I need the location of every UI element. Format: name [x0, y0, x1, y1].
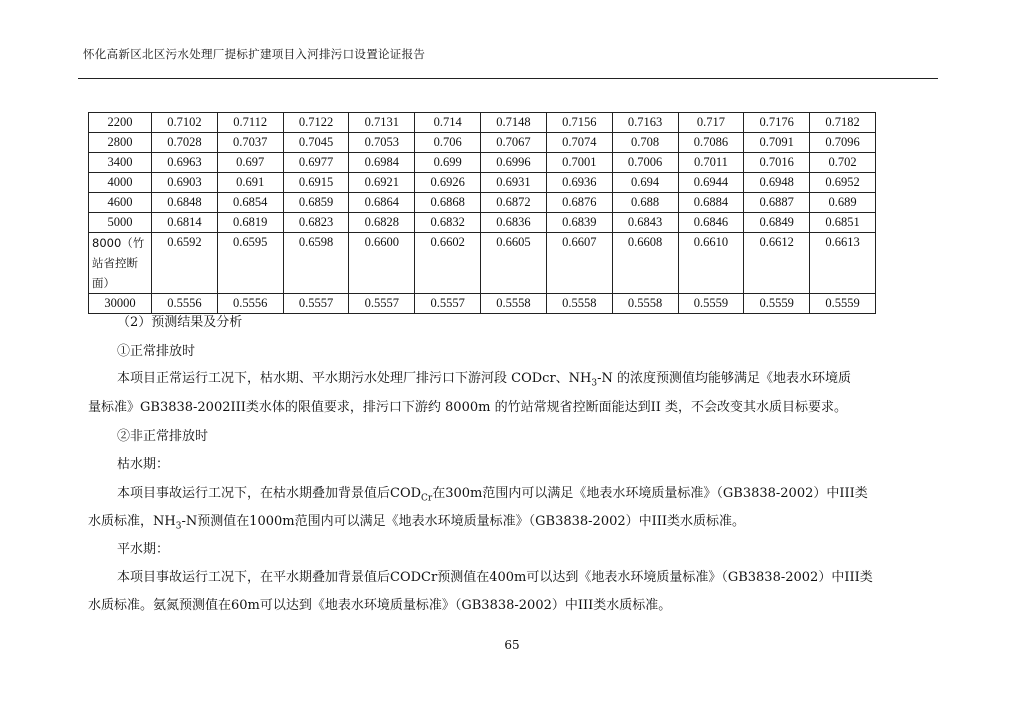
value-cell: 0.697 [217, 153, 283, 173]
normal-paragraph-line2: 量标准》GB3838-2002III类水体的限值要求，排污口下游约 8000m 的竹站常规省控断面能达到II 类，不会改变其水质目标要求。 [88, 400, 847, 415]
value-cell: 0.7006 [612, 153, 678, 173]
value-cell: 0.7074 [546, 133, 612, 153]
value-cell: 0.7102 [152, 113, 218, 133]
value-cell: 0.7067 [481, 133, 547, 153]
value-cell: 0.6828 [349, 213, 415, 233]
page-number: 65 [504, 638, 520, 652]
value-cell: 0.7156 [546, 113, 612, 133]
value-cell: 0.7086 [678, 133, 744, 153]
value-cell: 0.6851 [810, 213, 876, 233]
value-cell: 0.702 [810, 153, 876, 173]
value-cell: 0.7001 [546, 153, 612, 173]
value-cell: 0.5559 [678, 294, 744, 314]
value-cell: 0.6952 [810, 173, 876, 193]
value-cell: 0.6814 [152, 213, 218, 233]
value-cell: 0.7053 [349, 133, 415, 153]
value-cell: 0.7163 [612, 113, 678, 133]
value-cell: 0.6602 [415, 233, 481, 294]
value-cell: 0.6839 [546, 213, 612, 233]
value-cell: 0.6600 [349, 233, 415, 294]
value-cell: 0.6926 [415, 173, 481, 193]
value-cell: 0.6915 [283, 173, 349, 193]
dry-season-heading: 枯水期： [117, 457, 170, 472]
value-cell: 0.7037 [217, 133, 283, 153]
value-cell: 0.6996 [481, 153, 547, 173]
value-cell: 0.7148 [481, 113, 547, 133]
value-cell: 0.6819 [217, 213, 283, 233]
table-row [89, 113, 876, 133]
value-cell: 0.6832 [415, 213, 481, 233]
value-cell: 0.6903 [152, 173, 218, 193]
value-cell: 0.6876 [546, 193, 612, 213]
value-cell: 0.6887 [744, 193, 810, 213]
value-cell: 0.691 [217, 173, 283, 193]
section-heading: （2）预测结果及分析 [117, 315, 243, 330]
distance-cell: 2800 [89, 133, 152, 153]
normal-flow-paragraph-line2: 水质标准。氨氮预测值在60m可以达到《地表水环境质量标准》（GB3838-2002）中III类水质标准。 [88, 598, 672, 613]
value-cell: 0.7028 [152, 133, 218, 153]
table-row [89, 153, 876, 173]
value-cell: 0.6836 [481, 213, 547, 233]
normal-discharge-heading: ①正常排放时 [117, 344, 196, 359]
value-cell: 0.6610 [678, 233, 744, 294]
value-cell: 0.5559 [810, 294, 876, 314]
value-cell: 0.6884 [678, 193, 744, 213]
value-cell: 0.717 [678, 113, 744, 133]
value-cell: 0.7176 [744, 113, 810, 133]
table-row [89, 294, 876, 314]
value-cell: 0.706 [415, 133, 481, 153]
value-cell: 0.7122 [283, 113, 349, 133]
value-cell: 0.6854 [217, 193, 283, 213]
value-cell: 0.6963 [152, 153, 218, 173]
abnormal-discharge-heading: ②非正常排放时 [117, 429, 209, 444]
value-cell: 0.7112 [217, 113, 283, 133]
value-cell: 0.7016 [744, 153, 810, 173]
value-cell: 0.6605 [481, 233, 547, 294]
distance-cell: 30000 [89, 294, 152, 314]
value-cell: 0.6921 [349, 173, 415, 193]
table-row [89, 213, 876, 233]
distance-cell: 2200 [89, 113, 152, 133]
value-cell: 0.6607 [546, 233, 612, 294]
value-cell: 0.6931 [481, 173, 547, 193]
distance-cell: 3400 [89, 153, 152, 173]
table-row [89, 133, 876, 153]
distance-cell: 5000 [89, 213, 152, 233]
value-cell: 0.689 [810, 193, 876, 213]
value-cell: 0.6872 [481, 193, 547, 213]
value-cell: 0.6868 [415, 193, 481, 213]
normal-paragraph-line1: 本项目正常运行工况下，枯水期、平水期污水处理厂排污口下游河段 CODcr、$NH_3-N$ 的浓度预测值均能够满足《地表水环境质 [117, 371, 852, 389]
table-row [89, 233, 876, 294]
value-cell: 0.6864 [349, 193, 415, 213]
value-cell: 0.6944 [678, 173, 744, 193]
dry-paragraph-line2: 水质标准，$NH_3-N$预测值在1000m范围内可以满足《地表水环境质量标准》（GB3838-2002）中III类水质标准。 [88, 514, 746, 532]
value-cell: 0.6984 [349, 153, 415, 173]
value-cell: 0.7131 [349, 113, 415, 133]
value-cell: 0.6936 [546, 173, 612, 193]
value-cell: 0.6843 [612, 213, 678, 233]
value-cell: 0.7011 [678, 153, 744, 173]
concentration-table [88, 112, 876, 314]
value-cell: 0.5556 [152, 294, 218, 314]
value-cell: 0.694 [612, 173, 678, 193]
table-row [89, 173, 876, 193]
value-cell: 0.699 [415, 153, 481, 173]
document-header: 怀化高新区北区污水处理厂提标扩建项目入河排污口设置论证报告 [83, 47, 426, 61]
normal-flow-season-heading: 平水期： [117, 542, 170, 557]
value-cell: 0.5557 [349, 294, 415, 314]
value-cell: 0.6977 [283, 153, 349, 173]
value-cell: 0.7096 [810, 133, 876, 153]
value-cell: 0.6948 [744, 173, 810, 193]
value-cell: 0.6613 [810, 233, 876, 294]
value-cell: 0.5559 [744, 294, 810, 314]
value-cell: 0.708 [612, 133, 678, 153]
distance-cell: 8000（竹站省控断面） [89, 233, 152, 294]
value-cell: 0.5558 [546, 294, 612, 314]
value-cell: 0.5558 [481, 294, 547, 314]
value-cell: 0.6595 [217, 233, 283, 294]
value-cell: 0.7182 [810, 113, 876, 133]
value-cell: 0.6598 [283, 233, 349, 294]
value-cell: 0.6846 [678, 213, 744, 233]
distance-cell: 4600 [89, 193, 152, 213]
value-cell: 0.6859 [283, 193, 349, 213]
value-cell: 0.688 [612, 193, 678, 213]
value-cell: 0.7091 [744, 133, 810, 153]
value-cell: 0.5557 [283, 294, 349, 314]
normal-flow-paragraph-line1: 本项目事故运行工况下，在平水期叠加背景值后CODCr预测值在400m可以达到《地表水环境质量标准》（GB3838-2002）中III类 [117, 570, 873, 585]
value-cell: 0.6612 [744, 233, 810, 294]
value-cell: 0.5558 [612, 294, 678, 314]
table-row [89, 193, 876, 213]
distance-cell: 4000 [89, 173, 152, 193]
value-cell: 0.6823 [283, 213, 349, 233]
value-cell: 0.6848 [152, 193, 218, 213]
value-cell: 0.6592 [152, 233, 218, 294]
value-cell: 0.6608 [612, 233, 678, 294]
header-rule [78, 78, 938, 79]
value-cell: 0.5556 [217, 294, 283, 314]
value-cell: 0.6849 [744, 213, 810, 233]
dry-paragraph-line1: 本项目事故运行工况下，在枯水期叠加背景值后$COD_{Cr}$在300m范围内可以满足《地表水环境质量标准》（GB3838-2002）中III类 [117, 486, 868, 504]
value-cell: 0.7045 [283, 133, 349, 153]
value-cell: 0.714 [415, 113, 481, 133]
value-cell: 0.5557 [415, 294, 481, 314]
